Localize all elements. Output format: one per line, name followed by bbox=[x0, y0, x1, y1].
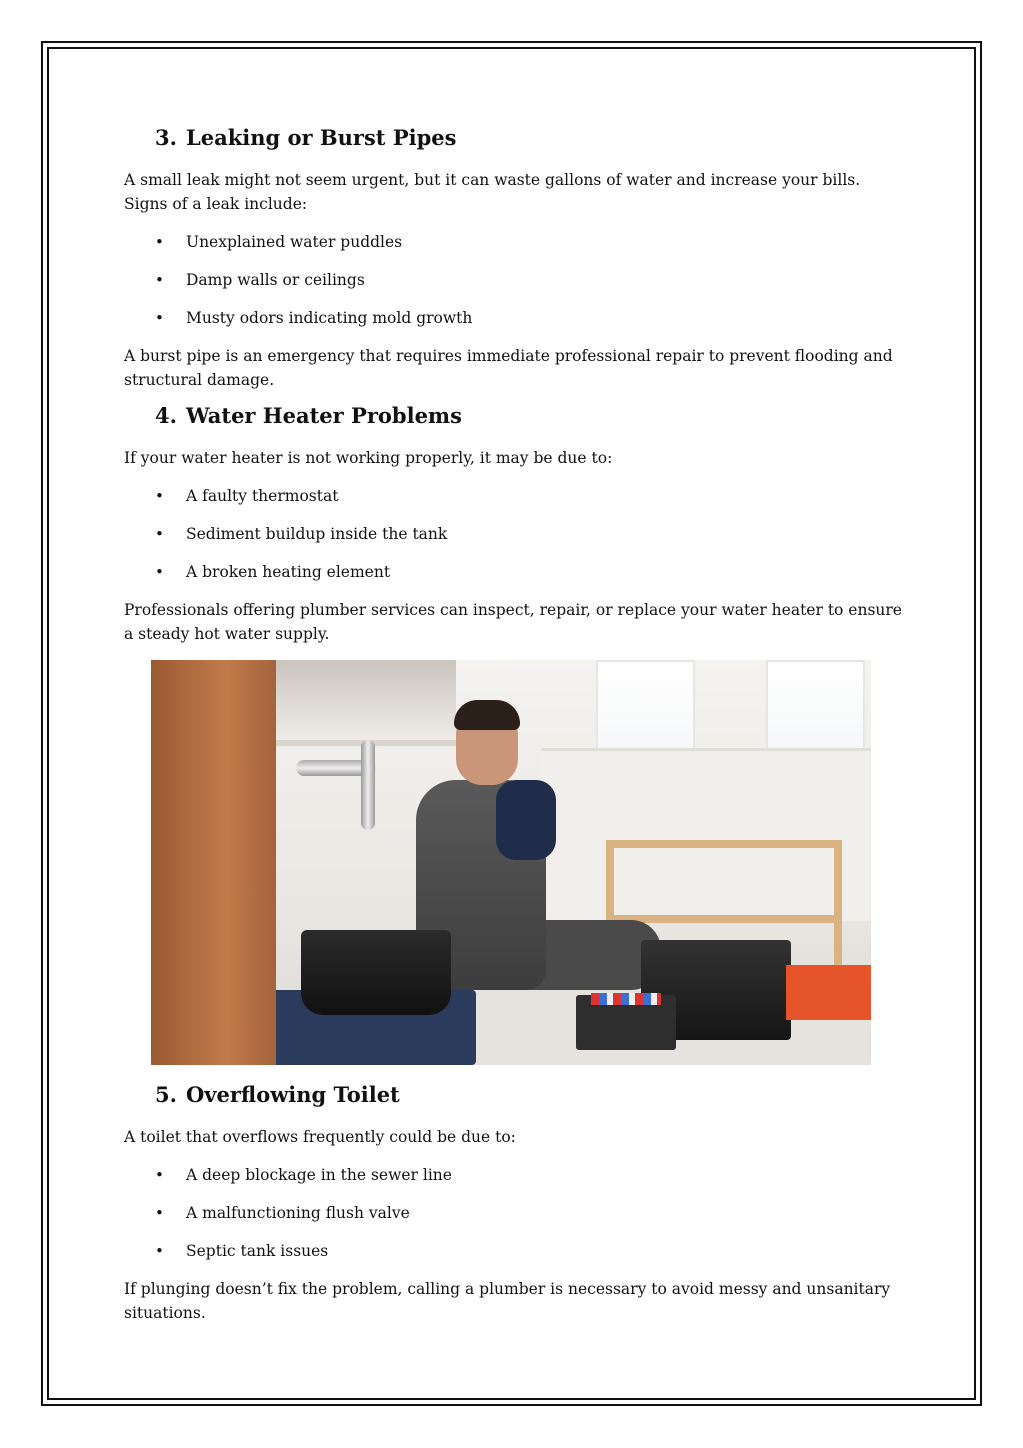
plumber-photo-icon bbox=[151, 660, 871, 1065]
bullet-list bbox=[124, 1163, 904, 1263]
list-item: • A malfunctioning flush valve bbox=[124, 1201, 904, 1225]
list-item: • Unexplained water puddles bbox=[124, 230, 904, 254]
section-intro: A toilet that overflows frequently could be due to: bbox=[124, 1128, 516, 1146]
section-outro: A burst pipe is an emergency that requires immediate professional repair to prevent flooding and structural damage. bbox=[124, 347, 893, 389]
section-title: Leaking or Burst Pipes bbox=[186, 125, 457, 150]
window bbox=[596, 660, 695, 754]
pipe bbox=[361, 740, 375, 830]
list-item: • A faulty thermostat bbox=[124, 484, 904, 508]
document-content bbox=[124, 118, 904, 1325]
section-heading bbox=[124, 118, 904, 158]
list-item: • Sediment buildup inside the tank bbox=[124, 522, 904, 546]
wood-cabinet bbox=[151, 660, 276, 1065]
section-intro: A small leak might not seem urgent, but it can waste gallons of water and increase your bills. Signs of a leak include: bbox=[124, 171, 861, 213]
section-intro: If your water heater is not working properly, it may be due to: bbox=[124, 449, 613, 467]
section-number: 3. bbox=[155, 125, 177, 150]
window bbox=[766, 660, 865, 754]
bucket bbox=[301, 930, 451, 1015]
tools bbox=[591, 993, 661, 1005]
bullet-list bbox=[124, 484, 904, 584]
section-number: 5. bbox=[155, 1082, 177, 1107]
list-item: • Damp walls or ceilings bbox=[124, 268, 904, 292]
section-heading bbox=[124, 396, 904, 436]
person-shirt bbox=[496, 780, 556, 860]
list-item: • Musty odors indicating mold growth bbox=[124, 306, 904, 330]
list-item: • A broken heating element bbox=[124, 560, 904, 584]
red-toolbox bbox=[786, 965, 871, 1020]
person-hair bbox=[454, 700, 520, 730]
section-outro: Professionals offering plumber services can inspect, repair, or replace your water heater to ensure a steady hot water supply. bbox=[124, 601, 902, 643]
sink bbox=[276, 660, 456, 746]
list-item: • A deep blockage in the sewer line bbox=[124, 1163, 904, 1187]
list-item: • Septic tank issues bbox=[124, 1239, 904, 1263]
section-outro: If plunging doesn’t fix the problem, calling a plumber is necessary to avoid messy and unsanitary situations. bbox=[124, 1280, 891, 1322]
section-number: 4. bbox=[155, 403, 177, 428]
section-title: Overflowing Toilet bbox=[186, 1082, 400, 1107]
section-heading bbox=[124, 1075, 904, 1115]
section-title: Water Heater Problems bbox=[186, 403, 462, 428]
bullet-list bbox=[124, 230, 904, 330]
